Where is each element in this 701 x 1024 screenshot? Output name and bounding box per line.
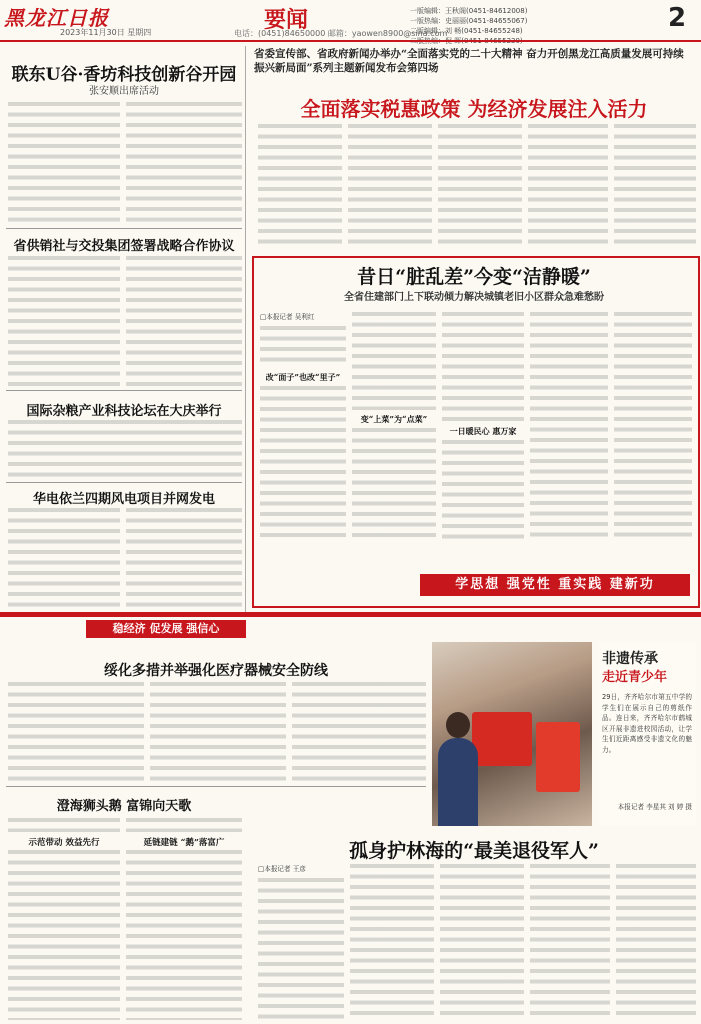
papercut-artwork [536, 722, 580, 792]
slogan-banner-right: 学思想 强党性 重实践 建新功 [420, 574, 690, 596]
page-number: 2 [668, 3, 687, 33]
article-body [442, 440, 524, 540]
article-headline: 绥化多措并举强化医疗器械安全防线 [104, 663, 328, 679]
sidebar [598, 642, 696, 826]
photo-children-papercut [432, 642, 592, 826]
divider [6, 482, 242, 483]
article-body [442, 312, 524, 422]
newspaper-logo: 黑龙江日报 [4, 6, 109, 30]
divider [6, 390, 242, 391]
photo-caption: 29日，齐齐哈尔市第五中学的学生们在展示自己的剪纸作品。连日来，齐齐哈尔市鹤城区开展非遗进校园活动，让学生们近距离感受非遗文化的魅力。 [602, 693, 692, 754]
article-headline: 孤身护林海的“最美退役军人” [349, 840, 599, 862]
article-body [8, 102, 120, 225]
feature-headline: 昔日“脏乱差”今变“洁静暖” [357, 266, 591, 288]
section-subhead: 变“上菜”为“点菜” [360, 414, 428, 424]
article-body [126, 818, 242, 832]
article-body [530, 312, 608, 540]
lead-headline: 全面落实税惠政策 为经济发展注入活力 [300, 97, 648, 121]
masthead-rule [0, 40, 701, 42]
article-subhead: 张安顺出席活动 [89, 86, 159, 97]
article-body [126, 508, 242, 608]
article-body [260, 386, 346, 540]
article-byline: □本报记者 王彦 [258, 865, 306, 873]
article-body [440, 864, 524, 1020]
section-subhead: 示范带动 效益先行 [28, 838, 100, 848]
article-body [8, 420, 242, 478]
papercut-artwork [472, 712, 532, 766]
student-head [446, 712, 470, 738]
sidebar-title: 非遗传承 [602, 651, 658, 667]
article-body [614, 124, 696, 248]
column-divider [245, 46, 246, 616]
headline-kicker: 省委宣传部、省政府新闻办举办“全面落实党的二十大精神 奋力开创黑龙江高质量发展可持续振兴新局面”系列主题新闻发布会第四场 [254, 48, 684, 74]
article-body [126, 256, 242, 386]
masthead [0, 0, 701, 40]
slogan-banner: 稳经济 促发展 强信心 [86, 620, 246, 638]
article-body [350, 864, 434, 1020]
article-body [530, 864, 610, 1020]
article-body [348, 124, 432, 248]
section-subhead: 延链建链 “鹅”落富广 [143, 838, 225, 848]
divider [0, 612, 701, 617]
article-body [258, 124, 342, 248]
section-contact: 电话：(0451)84650000 邮箱：yaowen8900@sina.com [234, 29, 448, 38]
article-body [292, 682, 426, 782]
article-body [258, 878, 344, 1020]
article-body [352, 312, 436, 410]
editor-line: 二版编辑：刘 畅(0451-84655248) [410, 27, 523, 35]
feature-byline: □本报记者 吴利红 [260, 313, 315, 321]
article-body [8, 850, 120, 1020]
section-title: 要闻 [264, 7, 309, 33]
article-headline: 国际杂粮产业科技论坛在大庆举行 [26, 404, 222, 419]
editor-line: 一版热编：史丽丽(0451-84655067) [410, 17, 528, 25]
article-headline: 澄海狮头鹅 富锦向天歌 [56, 799, 192, 814]
photo-credit: 本报记者 李星其 刘 婷 摄 [617, 803, 692, 811]
divider [6, 228, 242, 229]
article-body [8, 818, 120, 832]
article-body [150, 682, 286, 782]
article-body [126, 102, 242, 225]
article-body [528, 124, 608, 248]
article-body [438, 124, 522, 248]
article-body [616, 864, 696, 1020]
section-subhead: 改“面子”也改“里子” [265, 372, 341, 382]
article-body [126, 850, 242, 1020]
issue-date: 2023年11月30日 星期四 [60, 28, 152, 37]
editor-line: 一版编辑：王秋阁(0451-84612008) [410, 7, 528, 15]
divider [6, 786, 426, 787]
article-body [8, 682, 144, 782]
article-body [352, 428, 436, 540]
article-body [8, 256, 120, 386]
section-subhead: 一日暖民心 惠万家 [449, 426, 517, 436]
student-figure [438, 738, 478, 826]
article-body [614, 312, 692, 540]
article-headline: 联东U谷·香坊科技创新谷开园 [11, 65, 237, 85]
article-body [8, 508, 120, 608]
article-headline: 华电依兰四期风电项目并网发电 [32, 492, 215, 507]
feature-subheadline: 全省住建部门上下联动倾力解决城镇老旧小区群众急难愁盼 [344, 292, 604, 303]
article-headline: 省供销社与交投集团签署战略合作协议 [13, 239, 235, 254]
article-body [260, 326, 346, 368]
sidebar-subtitle: 走近青少年 [602, 670, 668, 685]
